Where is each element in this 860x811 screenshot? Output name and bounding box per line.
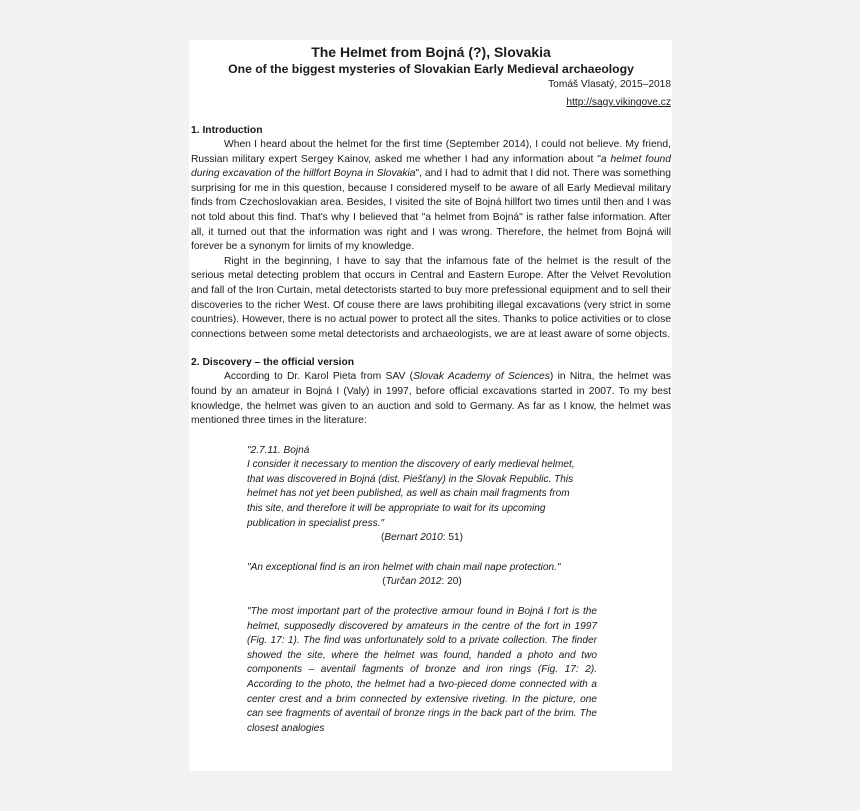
citation: (Bernart 2010: 51) [381,532,463,544]
author-line: Tomáš Vlasatý, 2015–2018 [548,79,671,90]
quote-line: "2.7.11. Bojná [247,444,310,456]
url-line [191,92,671,110]
block-quote-turcan [247,561,597,590]
section-heading-discovery: 2. Discovery – the official version [191,357,355,369]
paragraph: When I heard about the helmet for the first time (September 2014), I could not believe. My friend, Russian military expert Sergey Kainov, asked me whether I had any information about "a helmet found during excavation of the hillfort Boyna in Slovakia", and I had to admit that I did not. There was something surprising for me in this question, because I considered myself to be aware of all Early Medieval military finds from Czechoslovakian area. Besides, I visited the site of Bojná hillfort two times until then and I was not told about this find. That's why I believed that "a helmet from Bojná" is rather false information. After all, it turned out that the information was right and I was wrong. Therefore, the helmet from Bojná will forever be a synonym for limits of my knowledge. [191,139,671,253]
quote-line: "An exceptional find is an iron helmet with chain mail nape protection." [247,561,561,573]
quote-line: that was discovered in Bojná (dist. Piešťany) in the Slovak Republic. This [247,473,574,485]
quote-line: I consider it necessary to mention the discovery of early medieval helmet, [247,459,575,471]
document-page [189,40,672,771]
quote-line: helmet has not yet been published, as well as chain mail fragments from [247,488,570,500]
quote-line: this site, and therefore it will be appropriate to wait for its upcoming [247,503,546,515]
document-title: The Helmet from Bojná (?), Slovakia [311,44,551,60]
section-heading-introduction: 1. Introduction [191,125,263,136]
citation: (Turčan 2012: 20) [382,576,462,588]
paragraph: According to Dr. Karol Pieta from SAV (Slovak Academy of Sciences) in Nitra, the helmet was found by an amateur in Bojná I (Valy) in 1997, before official excavations started in 2007. To my best knowledge, the helmet was given to an auction and sold to Germany. As far as I know, the helmet was mentioned three times in the literature: [191,371,671,427]
document-subtitle: One of the biggest mysteries of Slovakian Early Medieval archaeology [228,62,634,76]
block-quote-bernart [247,444,597,546]
quote-line: publication in specialist press." [247,517,385,529]
source-link[interactable]: http://sagy.vikingove.cz [566,97,671,108]
block-quote-helmet-description: "The most important part of the protective armour found in Bojná I fort is the helmet, supposedly discovered by amateurs in the centre of the fort in 1997 (Fig. 17: 1). The find was unfortunately sold to a private collection. The finder showed the site, where the helmet was found, handed a photo and two components – aventail fagments of bronze and iron rings (Fig. 17: 2). According to the photo, the helmet had a two-pieced dome connected with a center crest and a brim connected by extensive riveting. In the picture, one can see fragments of aventail of bronze rings in the back part of the brim. The closest analogies [247,606,597,734]
paragraph: Right in the beginning, I have to say that the infamous fate of the helmet is the result of the serious metal detecting problem that occurs in Central and Eastern Europe. After the Velvet Revolution and fall of the Iron Curtain, metal detectorists started to buy more prefessional equipment and to sell their discoveries to the richer West. Of couse there are laws prohibiting illegal excavations (very strict in some countries). However, there is no actual power to protect all the sites. Thanks to police activities or to close connections between some metal detectorists and archaeologists, we are at least aware of some objects. [191,255,671,340]
